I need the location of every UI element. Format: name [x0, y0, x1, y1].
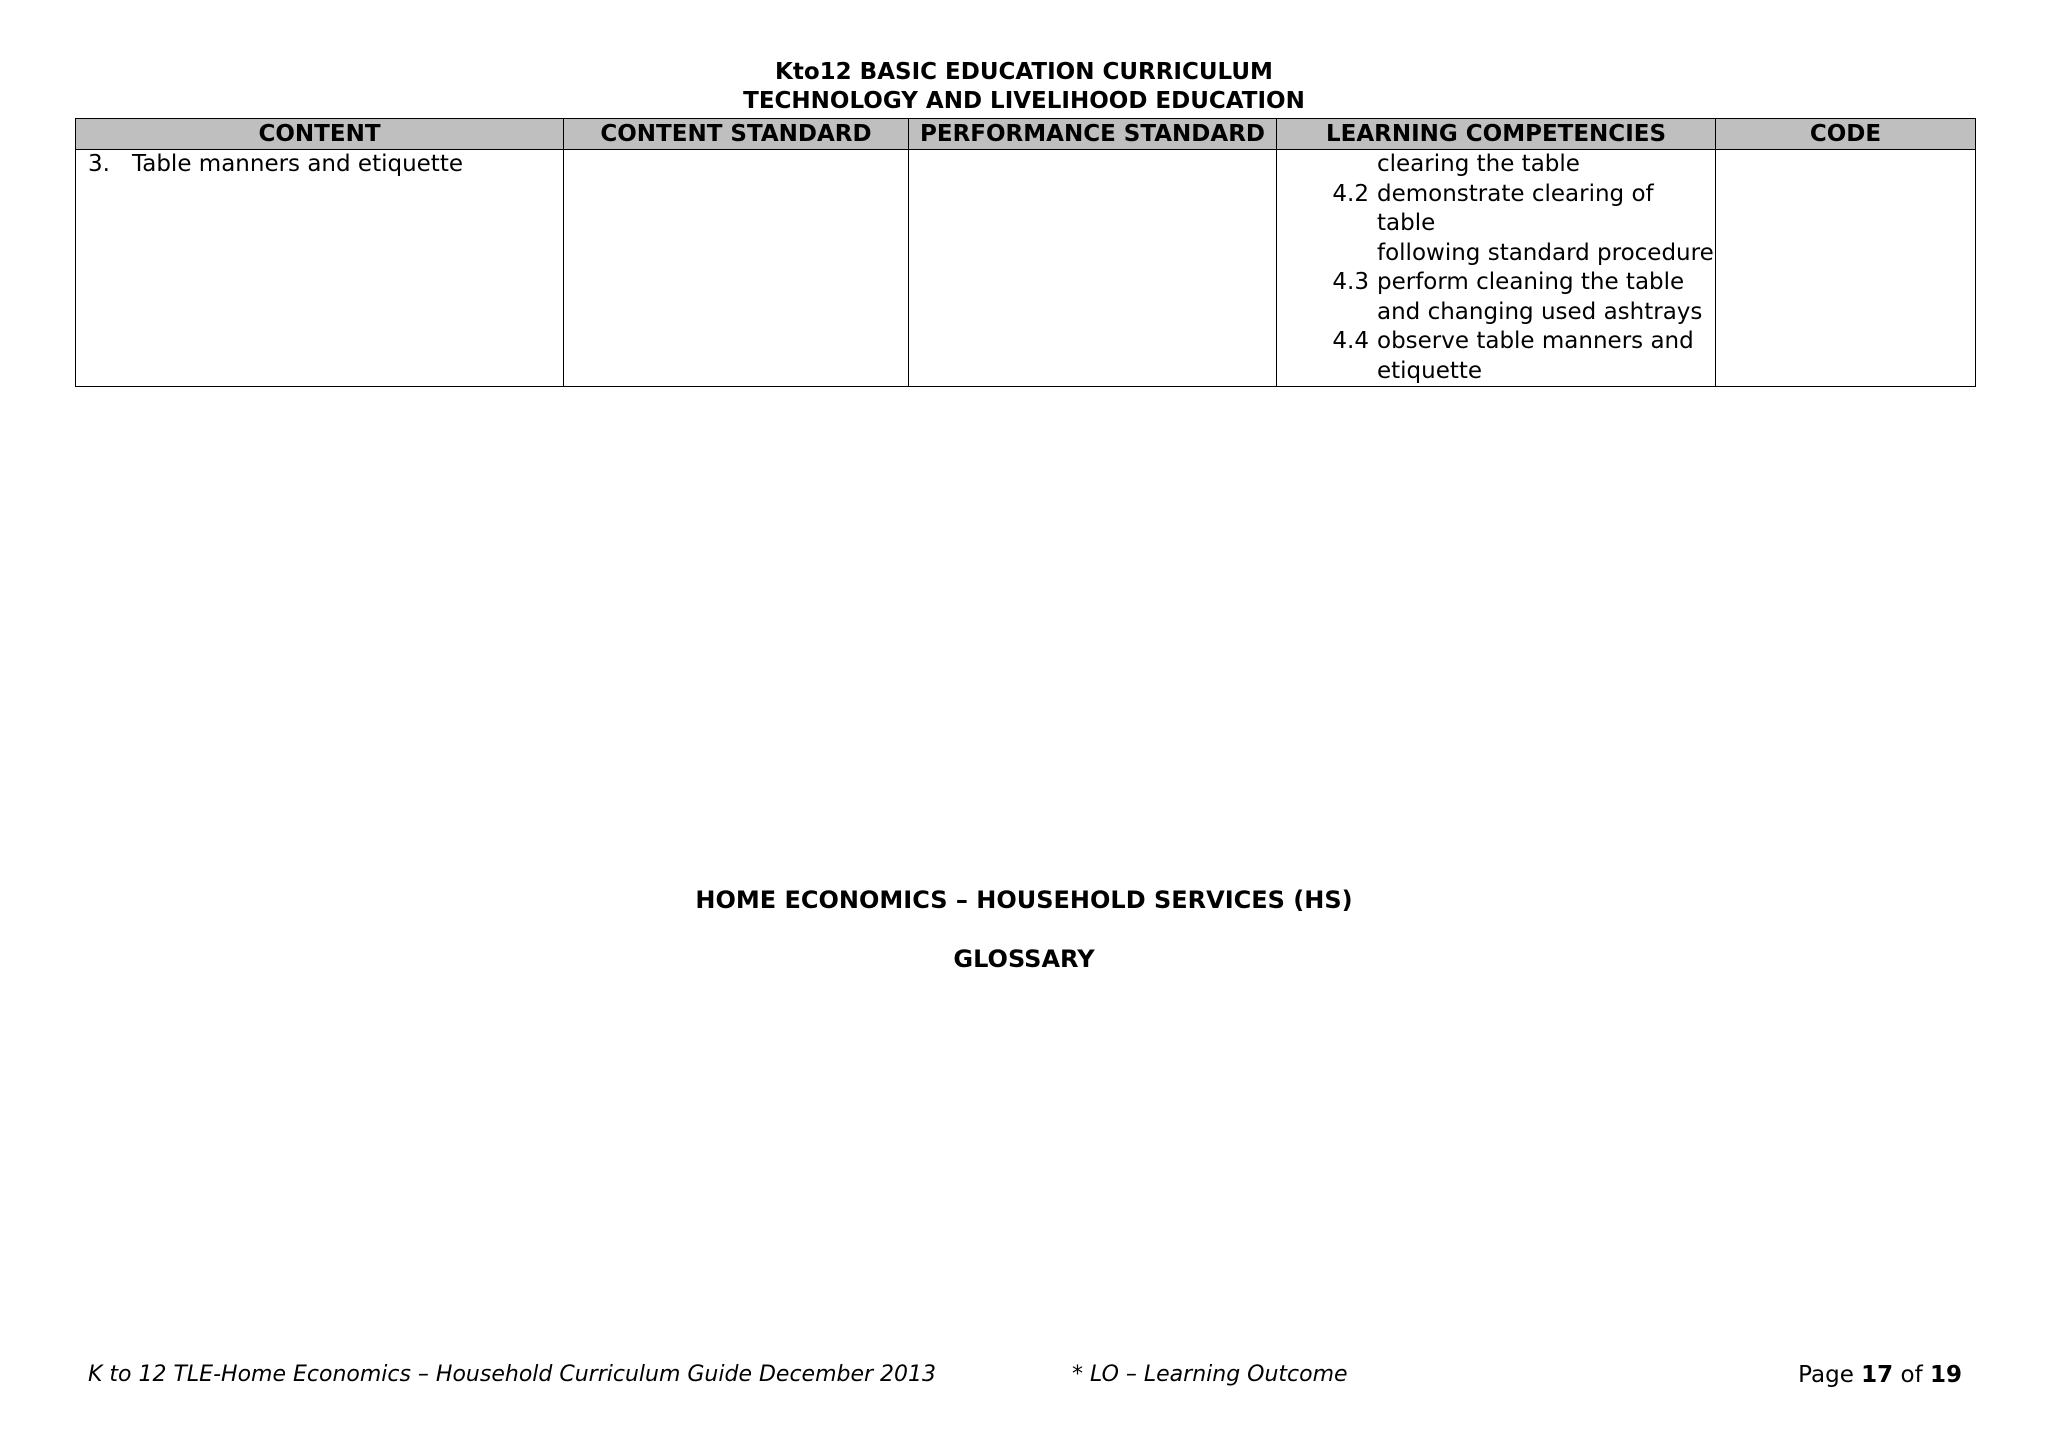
content-number: 3. [88, 151, 110, 177]
page-of: of [1893, 1362, 1930, 1388]
performance-standard-cell [909, 150, 1277, 387]
subject-title: TECHNOLOGY AND LIVELIHOOD EDUCATION [743, 88, 1305, 114]
code-cell [1716, 150, 1976, 387]
competency-text: observe table manners and [1377, 328, 1694, 354]
footer-note: * LO – Learning Outcome [1072, 1362, 1348, 1387]
glossary-heading: GLOSSARY [953, 945, 1095, 973]
competency-line [1277, 239, 1715, 269]
competency-text: and changing used ashtrays [1377, 298, 1703, 325]
page-total: 19 [1929, 1362, 1962, 1388]
column-header-learning-competencies: LEARNING COMPETENCIES [1277, 119, 1716, 150]
page-current: 17 [1861, 1362, 1894, 1388]
learning-competencies-cell [1277, 150, 1716, 387]
competency-number: 4.3 [1332, 269, 1369, 295]
competency-number: 4.4 [1332, 328, 1369, 354]
content-text: Table manners and etiquette [132, 151, 463, 177]
document-header [0, 58, 2048, 116]
competency-line [1277, 150, 1715, 180]
competency-line [1277, 268, 1715, 298]
page-number [1798, 1362, 1962, 1388]
column-header-content-standard: CONTENT STANDARD [564, 119, 909, 150]
competency-text: following standard procedure [1377, 239, 1714, 266]
competency-text: perform cleaning the table [1377, 269, 1685, 295]
competency-number [1277, 239, 1377, 269]
competency-line [1277, 357, 1715, 387]
content-cell [76, 150, 564, 387]
competency-number: 4.2 [1332, 180, 1369, 207]
curriculum-title: Kto12 BASIC EDUCATION CURRICULUM [775, 59, 1273, 85]
column-header-code: CODE [1716, 119, 1976, 150]
footer-guide-title: K to 12 TLE-Home Economics – Household Curriculum Guide December 2013 [88, 1362, 937, 1387]
content-standard-cell [564, 150, 909, 387]
competency-text: clearing the table [1377, 151, 1580, 177]
competency-number [1277, 150, 1377, 180]
competency-line [1277, 327, 1715, 357]
table-row [76, 150, 1976, 387]
competency-number [1277, 298, 1377, 328]
table-header-row [76, 119, 1976, 150]
section-title: HOME ECONOMICS – HOUSEHOLD SERVICES (HS) [695, 886, 1353, 914]
column-header-performance-standard: PERFORMANCE STANDARD [909, 119, 1277, 150]
competency-line [1277, 180, 1715, 239]
competency-line [1277, 298, 1715, 328]
competency-number [1277, 357, 1377, 387]
page-prefix: Page [1798, 1362, 1862, 1388]
curriculum-table [75, 118, 1976, 387]
column-header-content: CONTENT [76, 119, 564, 150]
competency-text: demonstrate clearing of table [1377, 180, 1654, 236]
competency-text: etiquette [1377, 357, 1483, 384]
